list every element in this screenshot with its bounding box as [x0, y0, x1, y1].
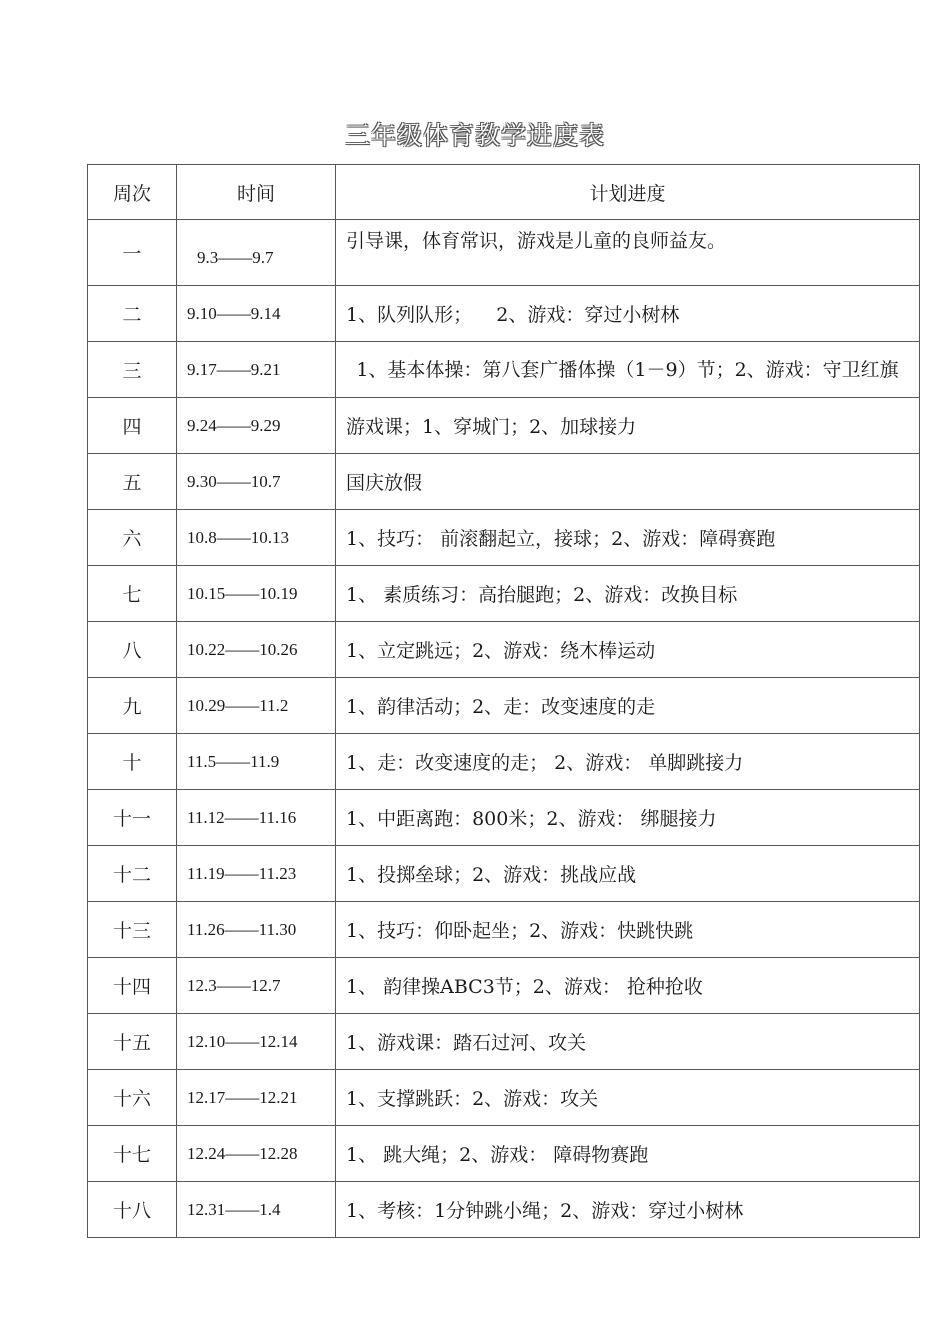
- week-cell: 十: [88, 734, 177, 790]
- plan-cell: 1、走：改变速度的走； 2、游戏： 单脚跳接力: [336, 734, 920, 790]
- plan-cell: 1、队列队形； 2、游戏：穿过小树林: [336, 286, 920, 342]
- table-row: [88, 286, 920, 342]
- table-row: [88, 1182, 920, 1238]
- table-row: [88, 678, 920, 734]
- table-row: [88, 1126, 920, 1182]
- table-row: [88, 220, 920, 286]
- time-cell: 10.15——10.19: [177, 566, 336, 622]
- table-row: [88, 902, 920, 958]
- plan-cell: 国庆放假: [336, 454, 920, 510]
- week-cell: 十七: [88, 1126, 177, 1182]
- time-cell: 12.31——1.4: [177, 1182, 336, 1238]
- table-header-row: [88, 165, 920, 220]
- plan-cell: 1、 韵律操ABC3节；2、游戏： 抢种抢收: [336, 958, 920, 1014]
- plan-cell: 1、韵律活动；2、走：改变速度的走: [336, 678, 920, 734]
- header-time: 时间: [177, 165, 336, 220]
- week-cell: 十一: [88, 790, 177, 846]
- week-cell: 八: [88, 622, 177, 678]
- time-cell: 9.30——10.7: [177, 454, 336, 510]
- week-cell: 十二: [88, 846, 177, 902]
- week-cell: 十三: [88, 902, 177, 958]
- week-cell: 十五: [88, 1014, 177, 1070]
- time-cell: 11.5——11.9: [177, 734, 336, 790]
- plan-cell: 1、技巧： 前滚翻起立，接球；2、游戏：障碍赛跑: [336, 510, 920, 566]
- time-cell: 9.3——9.7: [177, 220, 336, 286]
- plan-cell: 1、基本体操：第八套广播体操（1－9）节；2、游戏：守卫红旗: [336, 342, 920, 398]
- time-cell: 9.24——9.29: [177, 398, 336, 454]
- header-plan: 计划进度: [336, 165, 920, 220]
- plan-cell: 1、投掷垒球；2、游戏：挑战应战: [336, 846, 920, 902]
- header-week: 周次: [88, 165, 177, 220]
- week-cell: 七: [88, 566, 177, 622]
- time-cell: 12.10——12.14: [177, 1014, 336, 1070]
- page-title: 三年级体育教学进度表: [344, 121, 605, 150]
- plan-cell: 1、支撑跳跃：2、游戏：攻关: [336, 1070, 920, 1126]
- table-row: [88, 454, 920, 510]
- table-row: [88, 958, 920, 1014]
- table-row: [88, 1014, 920, 1070]
- time-cell: 12.17——12.21: [177, 1070, 336, 1126]
- table-row: [88, 734, 920, 790]
- teaching-schedule-table: [87, 164, 920, 1238]
- table-row: [88, 510, 920, 566]
- plan-cell: 游戏课；1、穿城门；2、加球接力: [336, 398, 920, 454]
- time-cell: 9.10——9.14: [177, 286, 336, 342]
- week-cell: 九: [88, 678, 177, 734]
- week-cell: 十四: [88, 958, 177, 1014]
- time-cell: 10.29——11.2: [177, 678, 336, 734]
- week-cell: 六: [88, 510, 177, 566]
- table-row: [88, 1070, 920, 1126]
- plan-cell: 1、游戏课：踏石过河、攻关: [336, 1014, 920, 1070]
- week-cell: 一: [88, 220, 177, 286]
- week-cell: 十六: [88, 1070, 177, 1126]
- week-cell: 二: [88, 286, 177, 342]
- plan-cell: 1、立定跳远；2、游戏：绕木棒运动: [336, 622, 920, 678]
- time-cell: 10.8——10.13: [177, 510, 336, 566]
- time-cell: 11.19——11.23: [177, 846, 336, 902]
- week-cell: 三: [88, 342, 177, 398]
- plan-cell: 1、 跳大绳；2、游戏： 障碍物赛跑: [336, 1126, 920, 1182]
- time-cell: 9.17——9.21: [177, 342, 336, 398]
- table-row: [88, 846, 920, 902]
- week-cell: 十八: [88, 1182, 177, 1238]
- plan-cell: 引导课，体育常识，游戏是儿童的良师益友。: [336, 220, 920, 286]
- time-cell: 12.24——12.28: [177, 1126, 336, 1182]
- table-row: [88, 790, 920, 846]
- table-row: [88, 622, 920, 678]
- plan-cell: 1、 素质练习：高抬腿跑；2、游戏：改换目标: [336, 566, 920, 622]
- time-cell: 11.12——11.16: [177, 790, 336, 846]
- table-row: [88, 398, 920, 454]
- plan-cell: 1、考核：1分钟跳小绳；2、游戏：穿过小树林: [336, 1182, 920, 1238]
- time-cell: 10.22——10.26: [177, 622, 336, 678]
- time-cell: 12.3——12.7: [177, 958, 336, 1014]
- week-cell: 四: [88, 398, 177, 454]
- table-row: [88, 342, 920, 398]
- plan-cell: 1、中距离跑：800米；2、游戏： 绑腿接力: [336, 790, 920, 846]
- week-cell: 五: [88, 454, 177, 510]
- table-row: [88, 566, 920, 622]
- time-cell: 11.26——11.30: [177, 902, 336, 958]
- plan-cell: 1、技巧：仰卧起坐；2、游戏：快跳快跳: [336, 902, 920, 958]
